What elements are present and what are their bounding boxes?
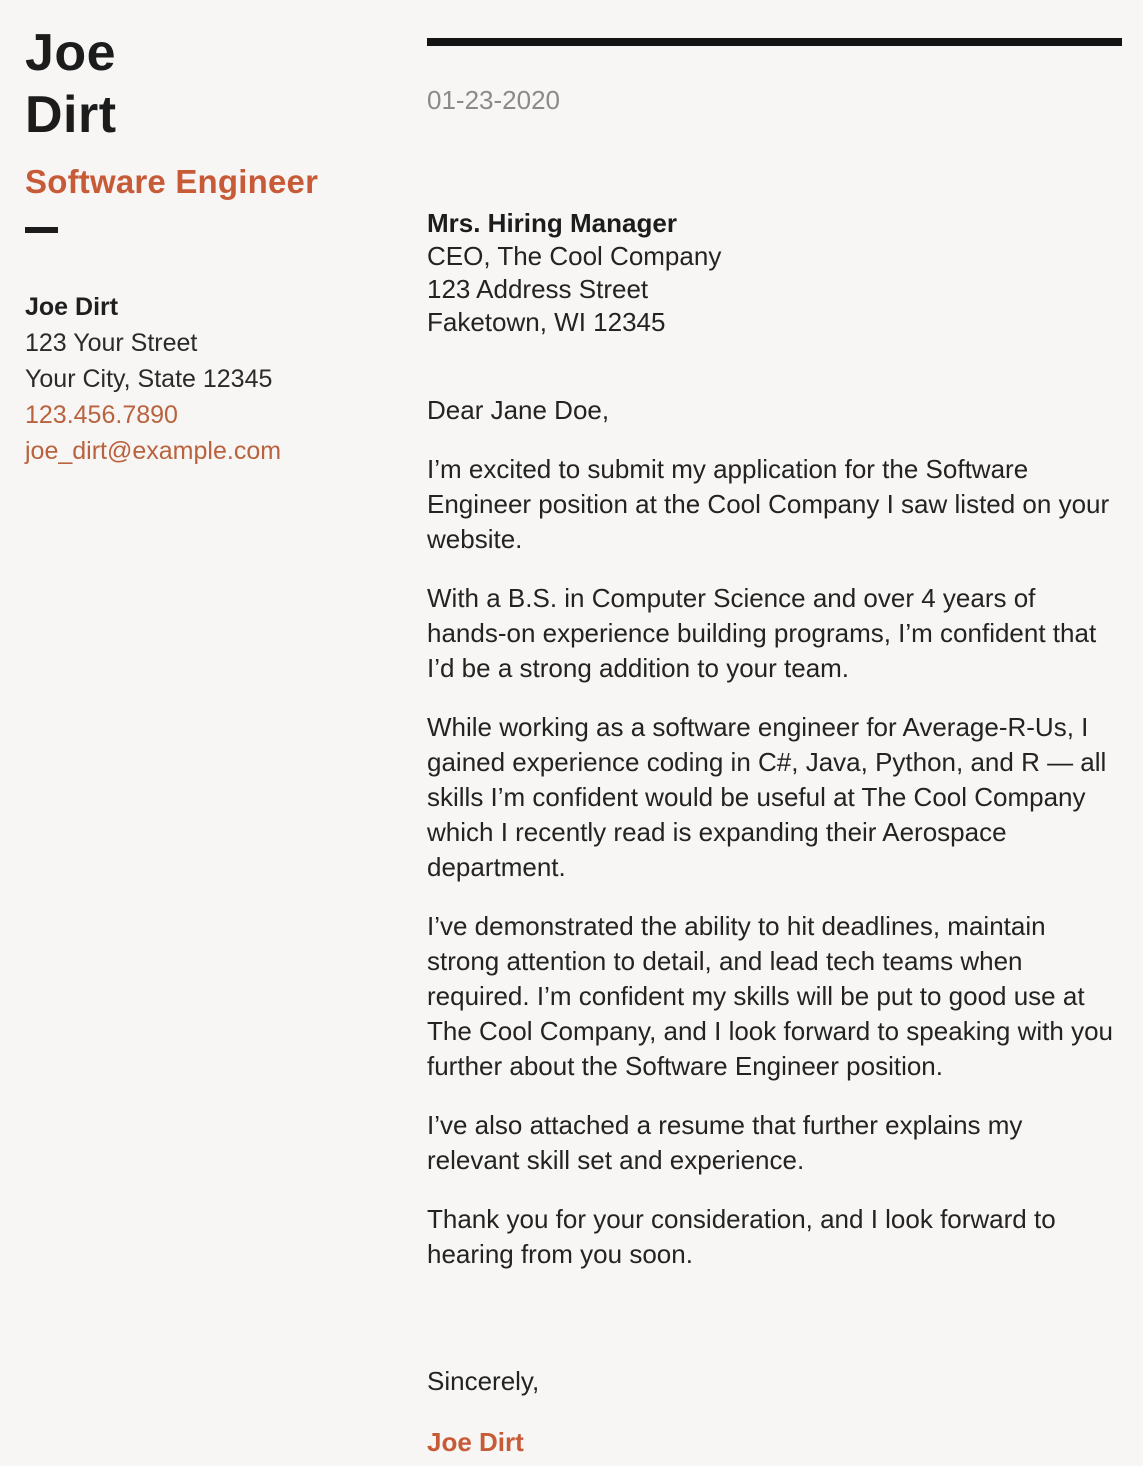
applicant-name bbox=[25, 22, 400, 147]
contact-block bbox=[25, 289, 400, 469]
recipient-address-line2: Faketown, WI 12345 bbox=[427, 306, 666, 337]
closing: Sincerely, bbox=[427, 1365, 540, 1396]
signature-name: Joe Dirt bbox=[427, 1426, 524, 1457]
paragraph-skills: I’ve demonstrated the ability to hit deadlines, maintain strong attention to detail, and lead tech teams when required. I’m confident my skills will be put to good use at The Cool Company, and I look forward to speaking with you further about the Software Engineer position. bbox=[427, 910, 1113, 1081]
applicant-last-name: Dirt bbox=[25, 86, 117, 145]
contact-name: Joe Dirt bbox=[25, 292, 119, 321]
letter-date: 01-23-2020 bbox=[427, 85, 560, 115]
recipient-block bbox=[427, 207, 1122, 339]
job-title: Software Engineer bbox=[25, 162, 319, 200]
divider bbox=[25, 227, 58, 233]
contact-email: joe_dirt@example.com bbox=[25, 436, 282, 465]
contact-address-line1: 123 Your Street bbox=[25, 328, 198, 357]
contact-phone: 123.456.7890 bbox=[25, 400, 178, 429]
paragraph-intro: I’m excited to submit my application for the Software Engineer position at the Cool Company I saw listed on your website. bbox=[427, 453, 1110, 554]
paragraph-qualifications: With a B.S. in Computer Science and over 4 years of hands-on experience building programs, I’m confident that I’d be a strong addition to your team. bbox=[427, 582, 1097, 683]
letter-body-column bbox=[427, 38, 1122, 1458]
recipient-address-line1: 123 Address Street bbox=[427, 273, 649, 304]
recipient-name: Mrs. Hiring Manager bbox=[427, 207, 677, 238]
contact-address-line2: Your City, State 12345 bbox=[25, 364, 273, 393]
salutation: Dear Jane Doe, bbox=[427, 394, 610, 425]
applicant-first-name: Joe bbox=[25, 24, 117, 82]
sidebar bbox=[25, 22, 400, 469]
header-rule bbox=[427, 38, 1122, 46]
paragraph-resume: I’ve also attached a resume that further explains my relevant skill set and experience. bbox=[427, 1109, 1023, 1175]
recipient-title-company: CEO, The Cool Company bbox=[427, 240, 722, 271]
paragraph-thanks: Thank you for your consideration, and I look forward to hearing from you soon. bbox=[427, 1203, 1056, 1269]
paragraph-experience: While working as a software engineer for Average-R-Us, I gained experience coding in C#, Java, Python, and R — all skills I’m confident would be useful at The Cool Company which I recently read is expanding their Aerospace department. bbox=[427, 711, 1107, 882]
